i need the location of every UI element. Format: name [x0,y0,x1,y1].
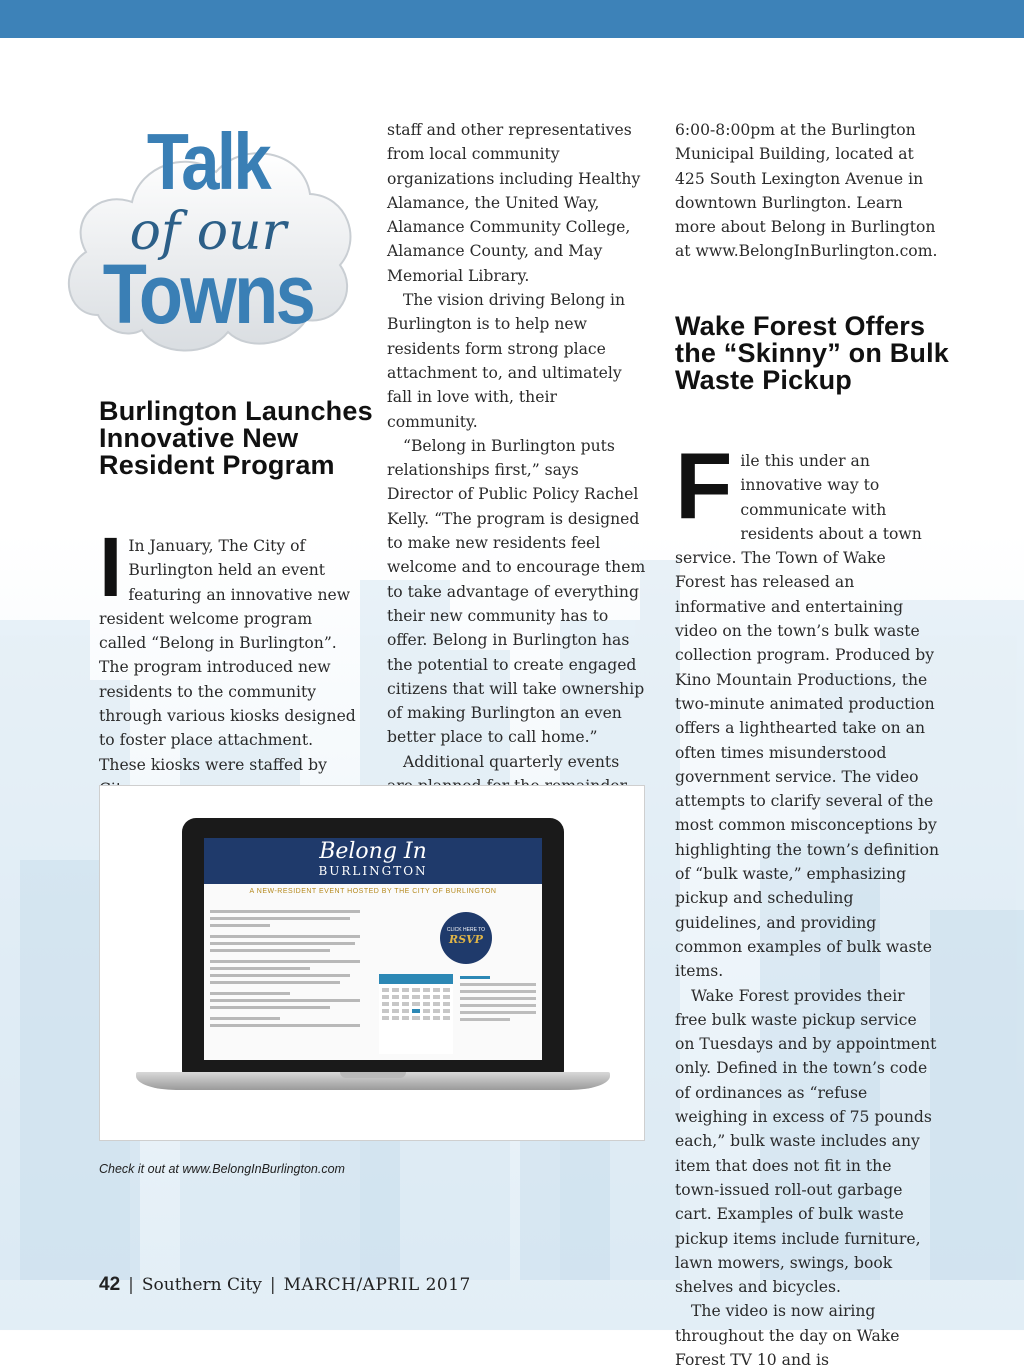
talk-of-our-towns-logo [58,117,358,370]
article-burlington-headline: Burlington Launches Innovative New Resident Program [99,396,373,480]
drop-cap: I [99,520,123,614]
paragraph: The video is now airing throughout the day on Wake Forest TV 10 and is [675,1302,900,1369]
website-event-note [460,976,536,1025]
paragraph: Wake Forest provides their free bulk waste pickup service on Tuesdays and by appointment only. Defined in the town’s code of ordinances as “refuse weighing in excess of 75 pounds each,” bulk waste includes any item that does not fit in the town-issued roll-out garbage cart. Examples of bulk waste pickup items include furniture, lawn mowers, swings, book shelves and bicycles. [675,986,937,1297]
laptop-notch [340,1072,406,1078]
magazine-name: Southern City [141,1275,262,1295]
website-subtitle: BURLINGTON [318,864,428,878]
page-number: 42 [99,1274,121,1295]
rsvp-button [440,912,492,964]
article-burlington-intro-text: In January, The City of Burlington held an event featuring an innovative new resident welcome program called “Belong in Burlington”. The program introduced new residents to the community through various kiosks designed to foster place attachment. These kiosks were staffed by [99,537,356,774]
article-burlington-column-1 [99,520,359,801]
paragraph: Additional quarterly events [403,752,620,771]
website-banner [204,838,542,884]
laptop-photo [99,785,645,1141]
paragraph: 6:00-8:00pm at the Burlington Municipal Building, located at 425 South Lexington Avenue in downtown Burlington. Learn more about Belong in Burlington at www.BelongInBurlington.com. [675,121,938,261]
website-calendar [379,974,453,1054]
article-burlington-column-2 [387,118,647,847]
page-footer [99,1274,471,1296]
footer-separator: | [269,1275,276,1295]
issue-date: MARCH/APRIL 2017 [283,1275,471,1295]
article-wake-forest-intro-text: ile this under an innovative way to communicate with residents about a town service. The Town of Wake Forest has released an informative and entertaining video on the town’s bulk waste collection program. Produced by Kino Mountain Productions, the two-minute animated production offers a lighthearted take on an often times misunderstood government service. The video attempts to clarify several of the most common misconceptions by highlighting the town’s definition of “bulk waste,” emphasizing pickup and scheduling guidelines, and providing common examples of bulk waste items. [675,452,940,981]
website-screenshot [204,838,542,1060]
photo-caption: Check it out at www.BelongInBurlington.com [99,1162,345,1176]
website-tagline: A NEW-RESIDENT EVENT HOSTED BY THE CITY OF BURLINGTON [249,888,497,895]
logo-word-talk: Talk [146,117,270,206]
article-burlington-column-3 [675,118,940,264]
website-title: Belong In [319,839,427,864]
paragraph [675,433,940,984]
paragraph: The vision driving Belong in Burlington is to help new residents form strong place attachment to, and ultimately fall in love with, their community. [387,291,626,431]
rsvp-button-label: RSVP [449,933,483,946]
top-color-bar [0,0,1024,38]
rsvp-button-top-label: CLICK HERE TO [446,927,486,933]
drop-cap: F [675,433,733,538]
paragraph: “Belong in Burlington puts relationships first,” says Director of Public Policy Rachel Kelly. “The program is designed to make new residents feel welcome and to encourage them to take advantage of everything their new community has to offer. Belong in Burlington has the potential to create engaged citizens that will take ownership of making Burlington an even better place to call home.” [387,436,646,747]
paragraph: staff and other representatives from local community organizations including Healthy Alamance, the United Way, Alamance Community College, Alamance County, and May Memorial Library. [387,121,641,285]
logo-word-of-our: of our [129,202,287,262]
article-wake-forest-body [675,433,940,1372]
article-burlington-intro [99,520,359,801]
footer-separator: | [128,1275,134,1295]
logo-word-towns: Towns [102,247,314,341]
website-body-text [210,910,370,1031]
article-wake-forest-headline: Wake Forest Offers the “Skinny” on Bulk Waste Pickup [675,311,950,395]
